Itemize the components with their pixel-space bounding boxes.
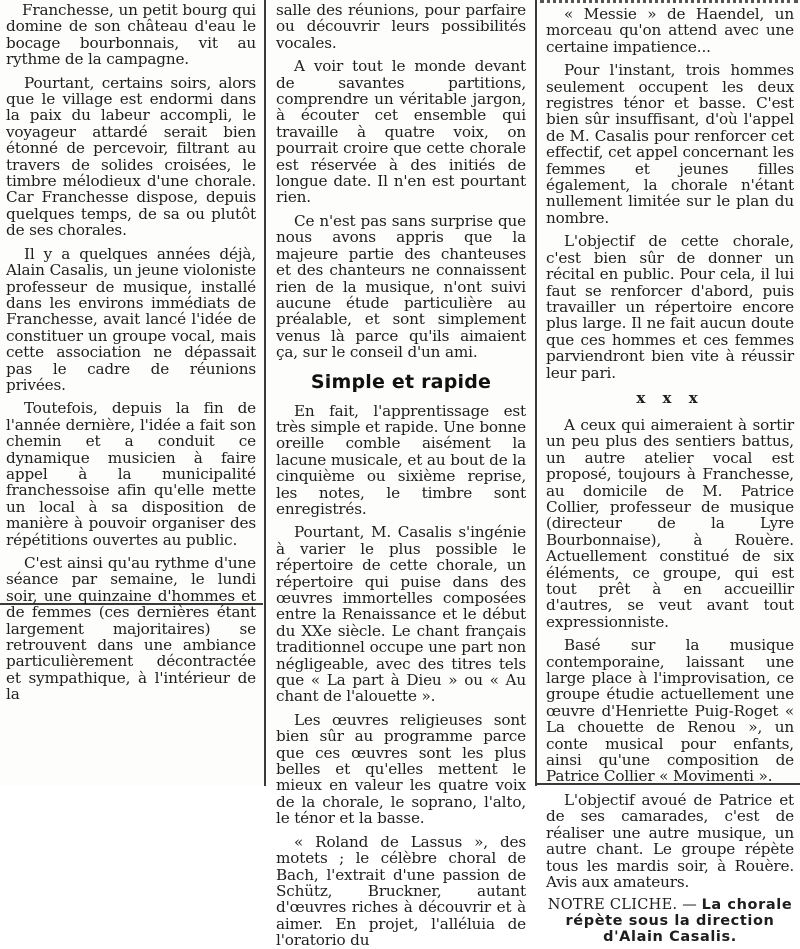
- paragraph: salle des réunions, pour parfaire ou découvrir leurs possibilités vocales.: [276, 1, 526, 52]
- section-subheading: Simple et rapide: [310, 370, 492, 393]
- caption-text: La chorale répète sous la direction d'Alain Casalis.: [565, 897, 793, 946]
- paragraph: Toutefois, depuis la fin de l'année dernière, l'idée a fait son chemin et a conduit ce dynamique musicien à faire appel à la municipalité franchessoise afin qu'elle mette un local à sa disposition de manière à pouvoir organiser des répétitions ouvertes au public.: [6, 399, 256, 549]
- caption-lead: NOTRE CLICHE. —: [547, 897, 698, 914]
- article-column-2: [268, 1, 532, 949]
- paragraph: « Messie » de Haendel, un morceau qu'on attend avec une certaine impatience...: [546, 5, 794, 56]
- article-column-1: [0, 1, 262, 704]
- paragraph: Les œuvres religieuses sont bien sûr au programme parce que ces œuvres sont les plus belles et qu'elles mettent le mieux en valeur les quatre voix de la chorale, le soprano, l'alto, le ténor et la basse.: [276, 710, 526, 828]
- paragraph: Pour l'instant, trois hommes seulement occupent les deux registres ténor et basse. C'est bien sûr insuffisant, d'où l'appel de M. Casalis pour renforcer cet effectif, cet appel concernant les femmes et jeunes filles également, la chorale n'étant nullement limitée sur le plan du nombre.: [546, 61, 794, 227]
- paragraph: A ceux qui aimeraient à sortir un peu plus des sentiers battus, un autre atelier vocal est proposé, toujours à Franchesse, au domicile de M. Patrice Collier, professeur de musique (directeur de la Lyre Bourbonnaise), à Rouère. Actuellement constitué de six éléments, ce groupe, qui est tout prêt à en accueillir d'autres, se veut avant tout expressionniste.: [546, 415, 794, 631]
- paragraph: Basé sur la musique contemporaine, laissant une large place à l'improvisation, ce groupe étudie actuellement une œuvre d'Henriette Puig-Roget « La chouette de Renou », un conte musical pour enfants, ainsi qu'une composition de Patrice Collier « Movimenti ».: [546, 636, 794, 786]
- paragraph: Pourtant, certains soirs, alors que le village est endormi dans la paix du labeur accompli, le voyageur attardé serait bien étonné de percevoir, filtrant au travers de solides croisées, le timbre mélodieux d'une chorale. Car Franchesse dispose, depuis quelques temps, de sa ou plutôt de ses chorales.: [6, 73, 256, 240]
- paragraph: L'objectif de cette chorale, c'est bien sûr de donner un récital en public. Pour cela, il lui faut se renforcer d'abord, puis travailler un répertoire encore plus large. Il ne fait aucun doute que ces hommes et ces femmes parviendront bien vite à réussir leur pari.: [546, 232, 794, 382]
- article-column-3: [540, 2, 798, 946]
- paragraph: A voir tout le monde devant de savantes partitions, comprendre un véritable jargon, à écouter cet ensemble qui travaille à quatre voix, on pourrait croire que cette chorale est réservée à des initiés de longue date. Il n'en est pourtant rien.: [276, 57, 526, 207]
- paragraph: Ce n'est pas sans surprise que nous avons appris que la majeure partie des chanteuses et des chanteurs ne connaissent rien de la musique, n'ont suivi aucune étude particulière au préalable, et sont simplement venus là parce qu'ils aimaient ça, sur le conseil d'un ami.: [276, 211, 526, 362]
- paragraph: Il y a quelques années déjà, Alain Casalis, un jeune violoniste professeur de musique, installé dans les environs immédiats de Franchesse, avait lancé l'idée de constituer un groupe vocal, mais cette association ne dépassait pas le cadre de réunions privées.: [6, 244, 256, 394]
- column-rule-left: [264, 0, 266, 786]
- paragraph: Franchesse, un petit bourg qui domine de son château d'eau le bocage bourbonnais, vit au rythme de la campagne.: [6, 1, 256, 69]
- paragraph: En fait, l'apprentissage est très simple et rapide. Une bonne oreille comble aisément la lacune musicale, et au bout de la cinquième ou sixième reprise, les notes, le timbre sont enregistrés.: [276, 401, 526, 518]
- section-separator: x x x: [636, 388, 704, 407]
- paragraph: « Roland de Lassus », des motets ; le célèbre choral de Bach, l'extrait d'une passion de Schütz, Bruckner, autant d'œuvres riches à découvrir et à aimer. En projet, l'alléluia de l'oratorio du: [276, 832, 526, 949]
- photo-caption: [546, 897, 794, 945]
- paragraph: C'est ainsi qu'au rythme d'une séance par semaine, le lundi soir, une quinzaine d'hommes et de femmes (ces dernières étant largement majoritaires) se retrouvent dans une ambiance particulièrement décontractée et sympathique, à l'intérieur de la: [6, 554, 256, 704]
- column-rule-right: [535, 0, 537, 786]
- paragraph: L'objectif avoué de Patrice et de ses camarades, c'est de réaliser une autre musique, un autre chant. Le groupe répète tous les mardis soir, à Rouère. Avis aux amateurs.: [546, 790, 794, 891]
- paragraph: Pourtant, M. Casalis s'ingénie à varier le plus possible le répertoire de cette chorale, un répertoire qui puise dans des œuvres immortelles composées entre la Renaissance et le début du XXe siècle. Le chant français traditionnel occupe une part non négligeable, avec des titres tels que « La part à Dieu » ou « Au chant de l'alouette ».: [276, 523, 526, 706]
